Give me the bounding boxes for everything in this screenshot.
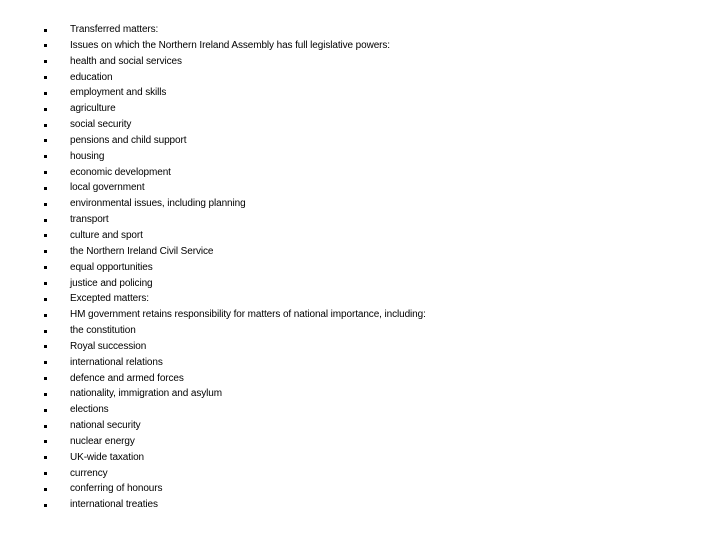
bullet-icon [44,488,47,491]
bullet-icon [44,393,47,396]
list-item-text: HM government retains responsibility for matters of national importance, including: [70,309,426,321]
bullet-icon [44,92,47,95]
list-item-text: equal opportunities [70,261,153,273]
list-item-text: social security [70,119,132,131]
bullet-icon [44,472,47,475]
bullet-icon [44,187,47,190]
bullet-icon [44,345,47,348]
list-item-text: nationality, immigration and asylum [70,388,222,400]
bullet-icon [44,456,47,459]
bullet-icon [44,282,47,285]
list-item-text: economic development [70,166,171,178]
list-item-text: defence and armed forces [70,372,184,384]
list-item-text: Issues on which the Northern Ireland Assembly has full legislative powers: [70,39,390,51]
bullet-icon [44,108,47,111]
bullet-icon [44,44,47,47]
list-item-text: international treaties [70,499,158,511]
bullet-icon [44,219,47,222]
list-item-text: employment and skills [70,87,167,99]
list-item-text: Transferred matters: [70,24,159,35]
list-item-text: currency [70,467,108,479]
list-item-text: justice and policing [70,277,153,289]
list-item-text: local government [70,182,145,194]
list-item-text: health and social services [70,55,182,67]
bullet-icon [44,60,47,63]
bullet-icon [44,425,47,428]
list-item-text: culture and sport [70,229,143,241]
bullet-icon [44,155,47,158]
list-item-text: UK-wide taxation [70,451,144,463]
list-item-text: nuclear energy [70,435,135,447]
list-item-text: the constitution [70,325,136,337]
bullet-icon [44,409,47,412]
list-item-text: elections [70,404,109,416]
bullet-icon [44,440,47,443]
list-item-text: the Northern Ireland Civil Service [70,245,214,257]
bullet-icon [44,504,47,507]
bullet-icon [44,298,47,301]
bullet-icon [44,377,47,380]
list-item-text: Royal succession [70,340,147,352]
list-item-text: pensions and child support [70,134,187,146]
bullet-icon [44,171,47,174]
list-item-text: environmental issues, including planning [70,198,246,210]
list-item-text: conferring of honours [70,483,163,495]
bullet-icon [44,361,47,364]
bullet-icon [44,76,47,79]
bullet-icon [44,330,47,333]
bullet-icon [44,124,47,127]
bullet-icon [44,203,47,206]
list-item-text: education [70,71,113,83]
list-item-text: Excepted matters: [70,293,149,305]
bullet-icon [44,234,47,237]
list-item-text: agriculture [70,103,116,115]
list-item-text: housing [70,150,105,162]
bullet-icon [44,250,47,253]
bullet-icon [44,314,47,317]
list-item-text: national security [70,420,141,432]
bullet-icon [44,29,47,32]
bullet-icon [44,139,47,142]
list-item-text: international relations [70,356,163,368]
list-item-text: transport [70,214,109,226]
bullet-icon [44,266,47,269]
